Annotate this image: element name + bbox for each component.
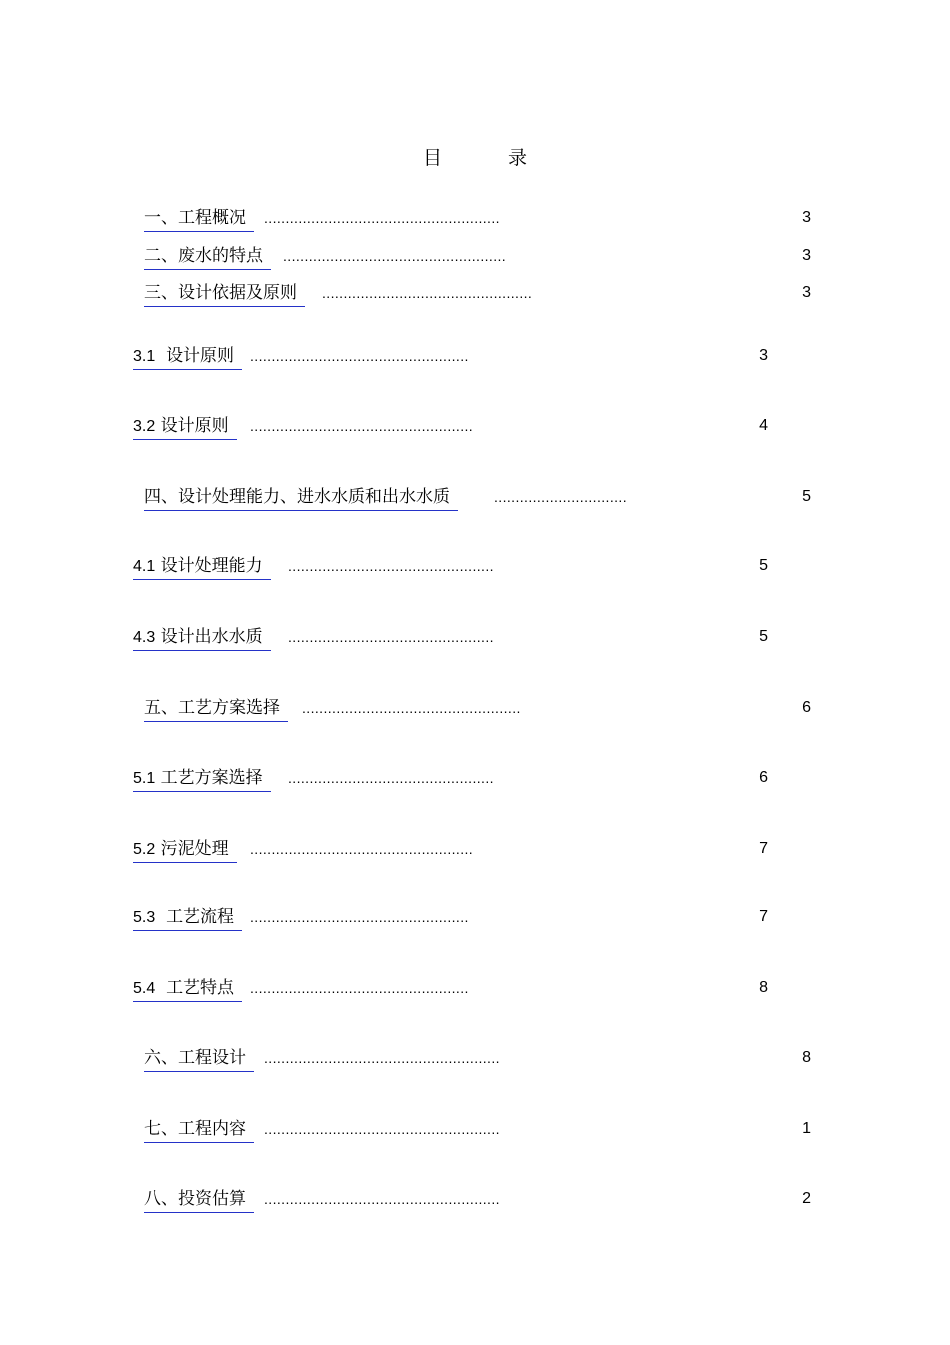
toc-link-5[interactable]: [133, 413, 237, 440]
toc-leader-dots: .......................................................: [264, 1050, 500, 1066]
toc-label: 三、设计依据及原则: [144, 283, 297, 303]
page-title: 目 录: [422, 147, 558, 169]
toc-label: 八、投资估算: [144, 1189, 246, 1209]
toc-label: 六、工程设计: [144, 1048, 246, 1068]
toc-link-8[interactable]: [133, 624, 271, 651]
toc-page-number: 3: [802, 247, 811, 264]
toc-link-3[interactable]: [144, 280, 305, 307]
toc-label: 设计出水水质: [160, 627, 263, 647]
toc-entry-16[interactable]: [144, 1186, 814, 1212]
toc-page-number: 1: [802, 1120, 811, 1137]
toc-entry-11[interactable]: [133, 836, 773, 862]
toc-entry-10[interactable]: [133, 765, 773, 791]
toc-label: 设计原则: [166, 346, 235, 366]
toc-leader-dots: ...............................: [494, 489, 627, 505]
toc-leader-dots: ................................................: [288, 629, 494, 645]
toc-page-number: 5: [759, 557, 768, 574]
toc-section-number: 5.4: [133, 980, 156, 997]
toc-label: 设计处理能力: [160, 556, 263, 576]
toc-link-12[interactable]: [133, 904, 242, 931]
toc-entry-2[interactable]: [144, 243, 814, 269]
toc-label: 七、工程内容: [144, 1119, 246, 1139]
toc-leader-dots: ...................................................: [250, 909, 469, 925]
toc-leader-dots: ................................................: [288, 770, 494, 786]
toc-leader-dots: ................................................: [288, 558, 494, 574]
toc-section-number: 3.1: [133, 348, 156, 365]
toc-section-number: 5.3: [133, 909, 156, 926]
toc-link-14[interactable]: [144, 1045, 254, 1072]
toc-label: 工艺方案选择: [160, 768, 263, 788]
toc-entry-14[interactable]: [144, 1045, 814, 1071]
toc-link-16[interactable]: [144, 1186, 254, 1213]
toc-leader-dots: .......................................................: [264, 1121, 500, 1137]
toc-entry-7[interactable]: [133, 553, 773, 579]
toc-section-number: 5.2: [133, 841, 156, 858]
toc-link-6[interactable]: [144, 484, 458, 511]
toc-link-10[interactable]: [133, 765, 271, 792]
toc-page-number: 8: [759, 979, 768, 996]
toc-entry-8[interactable]: [133, 624, 773, 650]
toc-section-number: 4.1: [133, 558, 156, 575]
toc-page-number: 8: [802, 1049, 811, 1066]
toc-link-11[interactable]: [133, 836, 237, 863]
toc-page-number: 5: [802, 488, 811, 505]
toc-label: 四、设计处理能力、进水水质和出水水质: [144, 487, 450, 507]
toc-link-13[interactable]: [133, 975, 242, 1002]
toc-entry-3[interactable]: [144, 280, 814, 306]
toc-leader-dots: ....................................................: [283, 248, 507, 264]
toc-page-number: 5: [759, 628, 768, 645]
toc-entry-4[interactable]: [133, 343, 773, 369]
toc-label: 设计原则: [160, 416, 229, 436]
toc-section-number: 4.3: [133, 629, 156, 646]
toc-label: 五、工艺方案选择: [144, 698, 280, 718]
toc-section-number: 5.1: [133, 770, 156, 787]
toc-entry-6[interactable]: [144, 484, 814, 510]
toc-label: 工艺特点: [166, 978, 235, 998]
toc-label: 一、工程概况: [144, 208, 246, 228]
toc-leader-dots: .......................................................: [264, 1191, 500, 1207]
toc-link-1[interactable]: [144, 205, 254, 232]
toc-leader-dots: ....................................................: [250, 841, 474, 857]
toc-page-number: 6: [802, 699, 811, 716]
toc-page-number: 3: [802, 284, 811, 301]
toc-entry-13[interactable]: [133, 975, 773, 1001]
toc-entry-12[interactable]: [133, 904, 773, 930]
toc-link-2[interactable]: [144, 243, 271, 270]
toc-entry-15[interactable]: [144, 1116, 814, 1142]
toc-page-number: 3: [802, 209, 811, 226]
toc-label: 二、废水的特点: [144, 246, 263, 266]
toc-link-9[interactable]: [144, 695, 288, 722]
toc-page-number: 4: [759, 417, 768, 434]
toc-page-number: 7: [759, 840, 768, 857]
toc-page-number: 7: [759, 908, 768, 925]
toc-section-number: 3.2: [133, 418, 156, 435]
toc-leader-dots: ...................................................: [250, 980, 469, 996]
toc-leader-dots: .......................................................: [264, 210, 500, 226]
toc-page-number: 6: [759, 769, 768, 786]
toc-entry-9[interactable]: [144, 695, 814, 721]
toc-page-number: 3: [759, 347, 768, 364]
toc-label: 工艺流程: [166, 907, 235, 927]
toc-link-4[interactable]: [133, 343, 242, 370]
toc-leader-dots: ...................................................: [302, 700, 521, 716]
toc-leader-dots: ....................................................: [250, 418, 474, 434]
toc-leader-dots: .................................................: [322, 285, 533, 301]
toc-entry-5[interactable]: [133, 413, 773, 439]
toc-link-15[interactable]: [144, 1116, 254, 1143]
toc-page-number: 2: [802, 1190, 811, 1207]
toc-label: 污泥处理: [160, 839, 229, 859]
toc-link-7[interactable]: [133, 553, 271, 580]
toc-entry-1[interactable]: [144, 205, 814, 231]
toc-leader-dots: ...................................................: [250, 348, 469, 364]
